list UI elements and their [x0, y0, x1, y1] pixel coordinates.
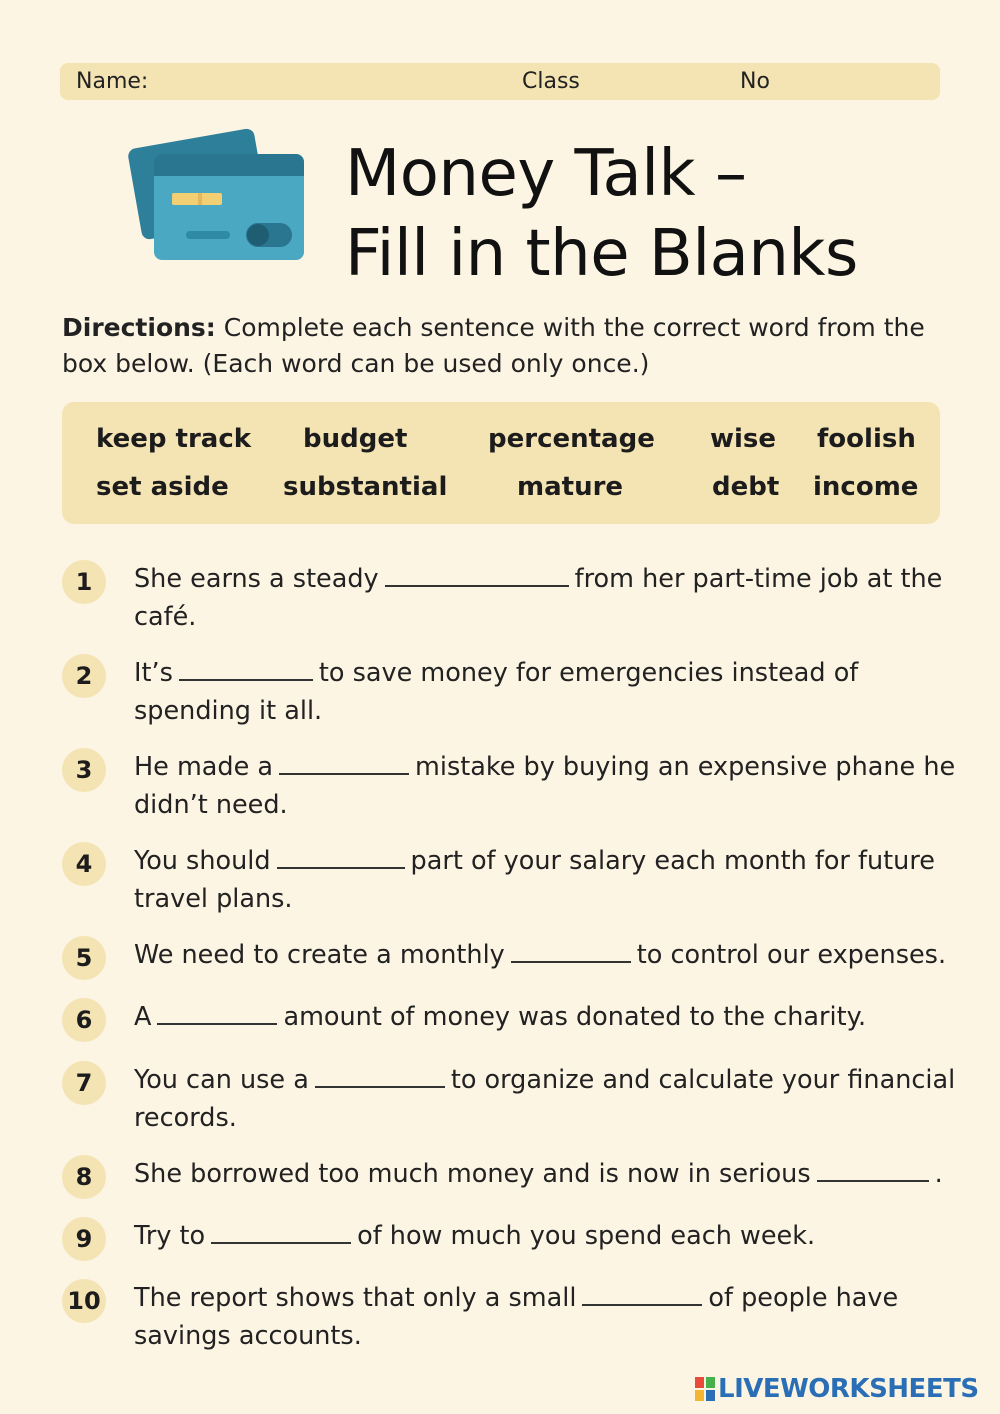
answer-blank[interactable] — [211, 1220, 351, 1244]
question-text: You should part of your salary each month for future travel plans. — [134, 846, 935, 914]
question-number: 10 — [62, 1279, 106, 1323]
word-bank-item: keep track — [96, 424, 252, 454]
answer-blank[interactable] — [157, 1001, 277, 1025]
answer-blank[interactable] — [179, 657, 313, 681]
credit-card-icon — [128, 118, 308, 268]
question-number: 2 — [62, 654, 106, 698]
page-title — [345, 134, 858, 294]
answer-blank[interactable] — [582, 1282, 702, 1306]
question-number: 1 — [62, 560, 106, 604]
answer-blank[interactable] — [817, 1158, 929, 1182]
question-text: Try to of how much you spend each week. — [134, 1221, 816, 1251]
class-label: Class — [522, 69, 580, 94]
question-number: 3 — [62, 748, 106, 792]
word-bank-item: income — [813, 472, 919, 502]
question-text: She earns a steady from her part-time job at the café. — [134, 564, 943, 632]
word-bank-item: substantial — [283, 472, 448, 502]
word-bank-item: foolish — [817, 424, 916, 454]
question-text: You can use a to organize and calculate your financial records. — [134, 1065, 956, 1133]
name-label: Name: — [76, 69, 149, 94]
word-bank-item: budget — [303, 424, 408, 454]
question-text: The report shows that only a small of people have savings accounts. — [134, 1283, 899, 1351]
directions-text: Complete each sentence with the correct word from the box below. (Each word can be used only once.) — [62, 313, 925, 378]
answer-blank[interactable] — [277, 845, 405, 869]
word-bank-item: debt — [712, 472, 780, 502]
question-number: 7 — [62, 1061, 106, 1105]
word-bank-item: percentage — [488, 424, 655, 454]
directions-label: Directions: — [62, 313, 216, 342]
question-text: A amount of money was donated to the charity. — [134, 1002, 867, 1032]
answer-blank[interactable] — [511, 939, 631, 963]
question-text: We need to create a monthly to control our expenses. — [134, 940, 947, 970]
question-number: 9 — [62, 1217, 106, 1261]
answer-blank[interactable] — [315, 1064, 445, 1088]
question-text: He made a mistake by buying an expensive phane he didn’t need. — [134, 752, 956, 820]
answer-blank[interactable] — [385, 563, 569, 587]
word-bank-item: wise — [710, 424, 777, 454]
student-info-bar — [60, 63, 940, 100]
title-line-2: Fill in the Blanks — [345, 217, 858, 291]
word-bank — [62, 402, 940, 524]
question-number: 6 — [62, 998, 106, 1042]
directions — [62, 310, 942, 382]
answer-blank[interactable] — [279, 751, 409, 775]
question-number: 5 — [62, 936, 106, 980]
word-bank-item: set aside — [96, 472, 229, 502]
question-text: She borrowed too much money and is now in serious . — [134, 1159, 943, 1189]
liveworksheets-logo — [694, 1373, 979, 1405]
logo-text: LIVEWORKSHEETS — [718, 1374, 979, 1404]
logo-mark-icon — [694, 1376, 716, 1402]
title-line-1: Money Talk – — [345, 137, 747, 211]
question-number: 8 — [62, 1155, 106, 1199]
number-label: No — [740, 69, 770, 94]
question-number: 4 — [62, 842, 106, 886]
word-bank-item: mature — [517, 472, 624, 502]
question-text: It’s to save money for emergencies instead of spending it all. — [134, 658, 859, 726]
